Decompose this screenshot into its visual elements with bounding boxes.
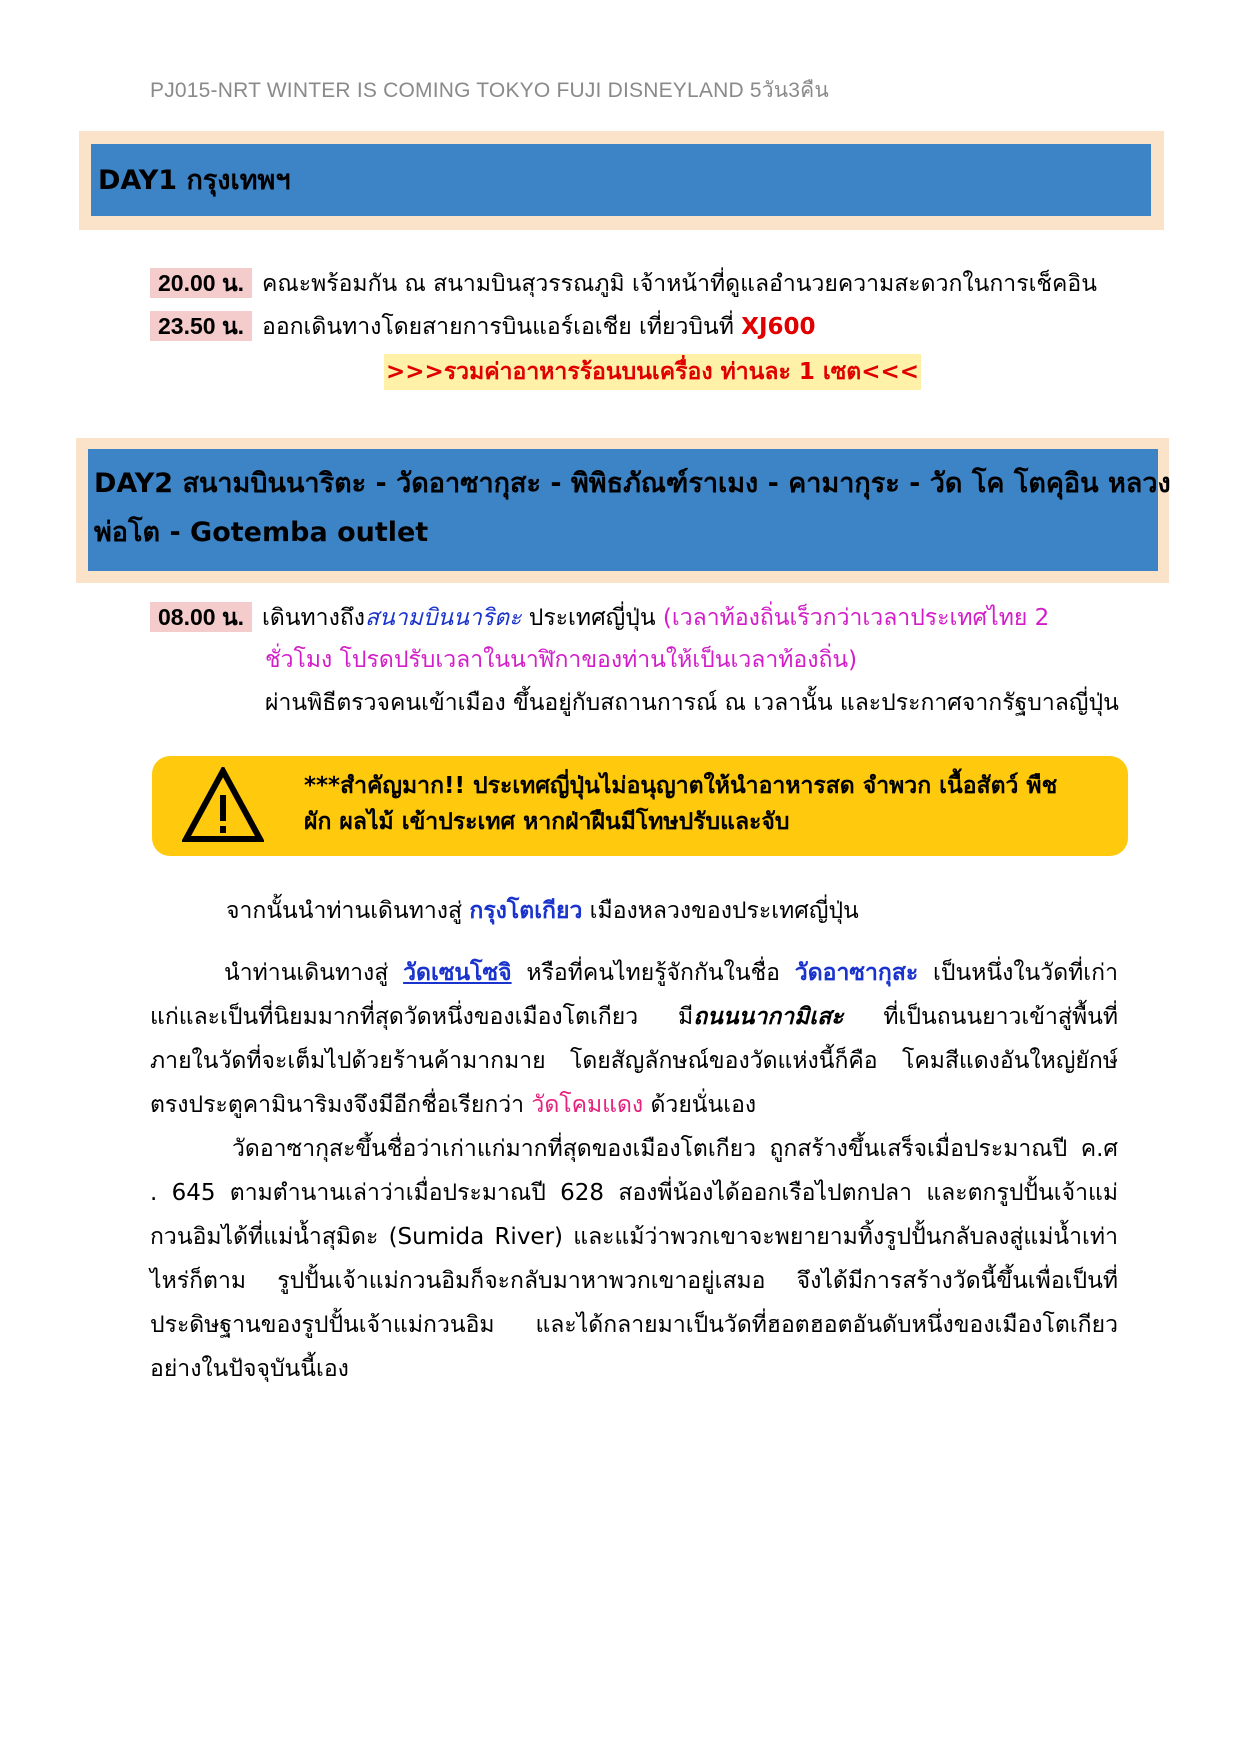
- arrival-prefix: เดินทางถึง: [262, 605, 365, 631]
- day2-title-line2: พ่อโต - Gotemba outlet: [94, 517, 429, 548]
- flight-number: XJ600: [741, 314, 816, 340]
- tokyo-line: [226, 896, 859, 926]
- temple-line3: ภายในวัดที่จะเต็มไปด้วยร้านค้ามากมาย โดยสัญลักษณ์ของวัดแห่งนี้ก็คือ โคมสีแดงอันใหญ่ยักษ์: [150, 1048, 1118, 1074]
- day1-item-checkin: [150, 268, 1097, 299]
- text: ที่เป็นถนนยาวเข้าสู่พื้นที่: [843, 1004, 1119, 1030]
- text: แก่และเป็นที่นิยมมากที่สุดวัดหนึ่งของเมืองโตเกียว มี: [150, 1004, 694, 1030]
- document-header: PJ015-NRT WINTER IS COMING TOKYO FUJI DISNEYLAND 5วัน3คืน: [150, 79, 829, 102]
- warning-line1: ***สำคัญมาก!! ประเทศญี่ปุ่นไม่อนุญาตให้นำอาหารสด จำพวก เนื้อสัตว์ พืช: [304, 773, 1058, 799]
- tokyo-city: กรุงโตเกียว: [469, 898, 583, 924]
- day2-title-line1: DAY2 สนามบินนาริตะ - วัดอาซากุสะ - พิพิธภัณฑ์ราเมง - คามากุระ - วัด โค โตคุอิน หลวง: [94, 468, 1171, 499]
- warning-text: [304, 768, 1057, 840]
- time-badge: 20.00 น.: [150, 268, 252, 298]
- history-line4: ไหร่ก็ตาม รูปปั้นเจ้าแม่กวนอิมก็จะกลับมาหาพวกเขาอยู่เสมอ จึงได้มีการสร้างวัดนี้ขึ้นเพื่อเป็นที่: [150, 1268, 1118, 1294]
- tokyo-prefix: จากนั้นนำท่านเดินทางสู่: [226, 898, 470, 924]
- warning-line2: ผัก ผลไม้ เข้าประเทศ หากฝ่าฝืนมีโทษปรับและจับ: [304, 809, 790, 835]
- time-badge: 08.00 น.: [150, 602, 252, 632]
- timezone-note-line1: (เวลาท้องถิ่นเร็วกว่าเวลาประเทศไทย 2: [662, 605, 1050, 631]
- airport-name: สนามบินนาริตะ: [364, 605, 522, 631]
- day2-banner: [88, 449, 1171, 571]
- history-line3: กวนอิมได้ที่แม่น้ำสุมิดะ (Sumida River) และแม้ว่าพวกเขาจะพยายามทิ้งรูปปั้นกลับลงสู่แม่น้ำเท่า: [150, 1224, 1118, 1250]
- text: ตรงประตูคามินาริมงจึงมีอีกชื่อเรียกว่า: [150, 1092, 532, 1118]
- meal-note: >>>รวมค่าอาหารร้อนบนเครื่อง ท่านละ 1 เซต<<<: [384, 354, 921, 390]
- warning-triangle-icon: [182, 767, 264, 843]
- history-line1: วัดอาซากุสะขึ้นชื่อว่าเก่าแก่มากที่สุดของเมืองโตเกียว ถูกสร้างขึ้นเสร็จเมื่อประมาณปี ค.ศ: [232, 1136, 1118, 1162]
- time-badge: 23.50 น.: [150, 311, 252, 341]
- immigration-note: ผ่านพิธีตรวจคนเข้าเมือง ขึ้นอยู่กับสถานการณ์ ณ เวลานั้น และประกาศจากรัฐบาลญี่ปุ่น: [265, 690, 1119, 716]
- temple-line1: [150, 951, 1118, 995]
- red-lantern-temple: วัดโคมแดง: [531, 1092, 644, 1118]
- warning-box: [152, 756, 1128, 856]
- text: ด้วยนั่นเอง: [643, 1092, 757, 1118]
- nakamise-street: ถนนนากามิเสะ: [693, 1004, 844, 1030]
- temple-line4: [150, 1083, 1118, 1127]
- temple-paragraph: [150, 951, 1118, 1127]
- day1-item-departure: [150, 311, 816, 342]
- history-line5: ประดิษฐานของรูปปั้นเจ้าแม่กวนอิม และได้กลายมาเป็นวัดที่ฮอตฮอตอันดับหนึ่งของเมืองโตเกียว: [150, 1312, 1118, 1338]
- text: เป็นหนึ่งในวัดที่เก่า: [918, 960, 1118, 986]
- timezone-note-line2: ชั่วโมง โปรดปรับเวลาในนาฬิกาของท่านให้เป็นเวลาท้องถิ่น): [265, 647, 858, 673]
- item-text: ออกเดินทางโดยสายการบินแอร์เอเชีย เที่ยวบินที่: [262, 314, 742, 340]
- history-line2: . 645 ตามตำนานเล่าว่าเมื่อประมาณปี 628 สองพี่น้องได้ออกเรือไปตกปลา และตกรูปปั้นเจ้าแม่: [150, 1180, 1118, 1206]
- item-text: คณะพร้อมกัน ณ สนามบินสุวรรณภูมิ เจ้าหน้าที่ดูแลอำนวยความสะดวกในการเช็คอิน: [262, 271, 1097, 297]
- day1-title: DAY1 กรุงเทพฯ: [98, 165, 291, 196]
- temple-line2: [150, 995, 1118, 1039]
- day1-banner: [91, 144, 1151, 216]
- text: หรือที่คนไทยรู้จักกันในชื่อ: [511, 960, 795, 986]
- arrival-country: ประเทศญี่ปุ่น: [521, 605, 663, 631]
- history-line6: อย่างในปัจจุบันนี้เอง: [150, 1356, 349, 1382]
- history-paragraph: [150, 1127, 1118, 1391]
- text: นำท่านเดินทางสู่: [224, 960, 404, 986]
- sensoji-link[interactable]: วัดเซนโซจิ: [403, 960, 512, 986]
- tokyo-suffix: เมืองหลวงของประเทศญี่ปุ่น: [582, 898, 859, 924]
- asakusa-name: วัดอาซากุสะ: [794, 960, 919, 986]
- day2-item-arrival: [150, 602, 1049, 633]
